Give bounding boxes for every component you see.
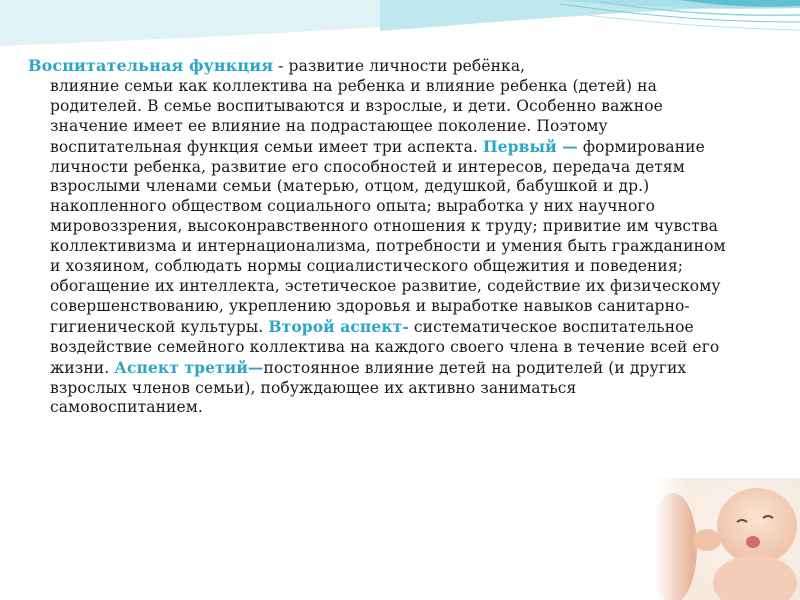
body-text-3: систематическое воспитательное воздействие семейного коллектива на каждого своего члена в течение всей его жизни. [50, 317, 720, 377]
paragraph [28, 56, 728, 77]
paragraph-body [28, 77, 728, 418]
body-text-4: постоянное влияние детей на родителей (и других взрослых членов семьи), побуждающее их активно заниматься самовоспитанием. [50, 358, 687, 417]
aspect-third-label: Аспект третий— [114, 357, 264, 377]
slide-heading: Воспитательная функция [28, 56, 274, 75]
top-wave-decoration [0, 0, 800, 60]
heading-continuation: - развитие личности ребёнка, [273, 57, 526, 75]
body-text-2: формирование личности ребенка, развитие его способностей и интересов, передача детям взрослыми членами семьи (матерью, отцом, дедушкой, бабушкой и др.) накопленного обществом социального опыта; выработка у них научного мировоззрения, высоконравственного отношения к труду; привитие им чувства коллективизма и интернационализма, потребности и умения быть гражданином и хозяином, соблюдать нормы социалистического общежития и поведения; обогащение их интеллекта, эстетическое развитие, содействие их физическому совершенствованию, укреплению здоровья и выработке навыков санитарно- гигиенической культуры. [50, 137, 726, 336]
aspect-second-label: Второй аспект- [268, 316, 409, 336]
body-text-1: влияние семьи как коллектива на ребенка и влияние ребенка (детей) на родителей. В семье воспитываются и взрослые, и дети. Особенно важное значение имеет ее влияние на подрастающее поколение. Поэтому воспитательная функция семьи имеет три аспекта. [50, 76, 663, 156]
aspect-first-label: Первый — [482, 136, 578, 156]
baby-photo [655, 478, 800, 600]
slide-body [28, 56, 728, 418]
